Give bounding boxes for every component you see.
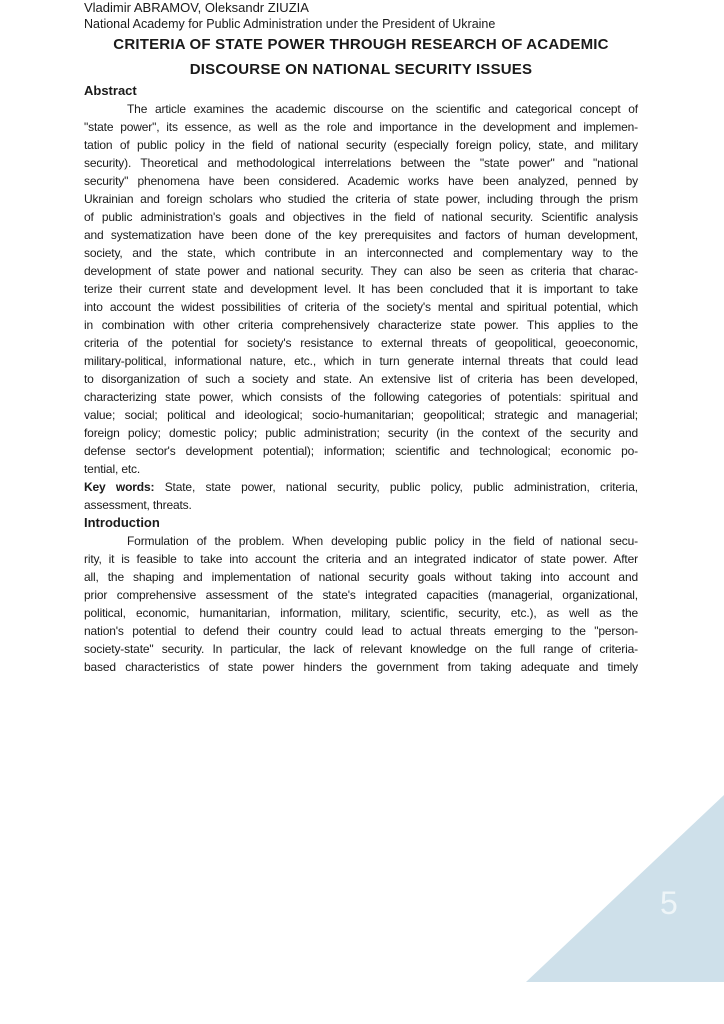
text-line: political, economic, humanitarian, information, military, scientific, security, etc.), as well as the [84,606,638,620]
text-line: Formulation of the problem. When developing public policy in the field of national secu- [127,534,638,548]
text-line: nation's potential to defend their country could lead to actual threats emerging to the "person- [84,624,638,638]
text-line: development of state power and national security. They can also be seen as criteria that charac- [84,264,638,278]
keywords-line-2: assessment, threats. [84,498,192,512]
article-title [84,32,638,82]
text-line: tation of public policy in the field of national security (especially foreign policy, state, and military [84,138,638,152]
text-line: criteria of the potential for society's resistance to external threats of geopolitical, geoeconomic, [84,336,638,350]
affiliation-line: National Academy for Public Administration under the President of Ukraine [84,17,496,31]
keywords-text: State, state power, national security, public policy, public administration, criteria, [154,480,638,494]
text-line: foreign policy; domestic policy; public administration; security (in the context of the security and [84,426,638,440]
text-line: society, and the state, which contribute in an interconnected and complementary way to the [84,246,638,260]
text-line: tential, etc. [84,462,141,476]
text-line: based characteristics of state power hinders the government from taking adequate and timely [84,660,638,674]
text-line: prior comprehensive assessment of the state's integrated capacities (managerial, organizational, [84,588,638,602]
abstract-heading: Abstract [84,83,137,98]
article-title-line-2: DISCOURSE ON NATIONAL SECURITY ISSUES [189,61,533,78]
text-line: defense sector's development potential); information; scientific and technological; economic po- [84,444,638,458]
text-line: into account the widest possibilities of criteria of the society's mental and spiritual potential, which [84,300,638,314]
text-line: "state power", its essence, as well as the role and importance in the development and implemen- [84,120,638,134]
text-line: Ukrainian and foreign scholars who studied the criteria of state power, including through the prism [84,192,638,206]
text-line: of public administration's goals and objectives in the field of national security. Scientific analysis [84,210,638,224]
abstract-paragraph [84,100,638,478]
text-line: characterizing state power, which consists of the following categories of potentials: spiritual and [84,390,638,404]
text-line: security). Theoretical and methodological interrelations between the "state power" and "national [84,156,638,170]
page-number: 5 [660,885,678,921]
text-line: military-political, informational nature, etc., which in turn generate internal threats that could lead [84,354,638,368]
keywords-line-1 [84,478,638,496]
text-line: and systematization have been done of the key prerequisites and factors of human development, [84,228,638,242]
introduction-paragraph [84,532,638,676]
text-line: The article examines the academic discourse on the scientific and categorical concept of [127,102,638,116]
text-line: in combination with other criteria comprehensively characterize state power. This applies to the [84,318,638,332]
article-title-line-1: CRITERIA OF STATE POWER THROUGH RESEARCH OF ACADEMIC [113,36,609,53]
text-line: value; social; political and ideological; socio-humanitarian; geopolitical; strategic and managerial; [84,408,638,422]
text-line: all, the shaping and implementation of national security goals without taking into account and [84,570,638,584]
text-line: security" phenomena have been considered. Academic works have been analyzed, penned by [84,174,638,188]
text-line: rity, it is feasible to take into account the criteria and an integrated indicator of state power. After [84,552,638,566]
introduction-heading: Introduction [84,515,160,530]
corner-triangle-decoration [526,795,724,982]
text-line: society-state" security. In particular, the lack of relevant knowledge on the full range of criteria- [84,642,638,656]
authors-line: Vladimir ABRAMOV, Oleksandr ZIUZIA [84,0,309,15]
text-line: to disorganization of such a society and state. An extensive list of criteria has been developed, [84,372,638,386]
keywords-label: Key words: [84,480,155,494]
text-line: terize their current state and development level. It has been concluded that it is important to take [84,282,638,296]
page-content [84,0,638,676]
